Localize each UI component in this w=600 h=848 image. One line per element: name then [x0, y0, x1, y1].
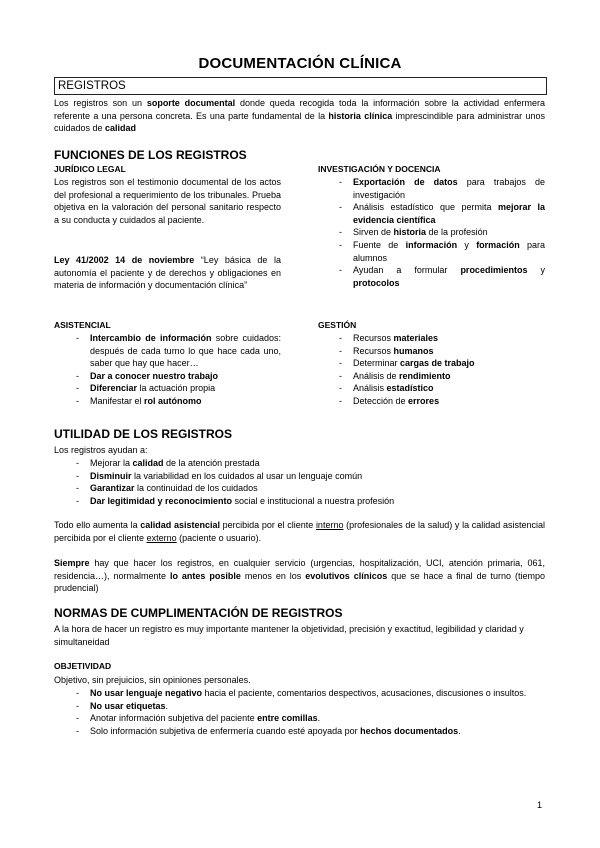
utilidad-list: [72, 457, 542, 507]
page-title: DOCUMENTACIÓN CLÍNICA: [198, 55, 402, 72]
list-item: - Anotar información subjetiva del paciente entre comillas.: [72, 712, 542, 725]
asistencial-heading: ASISTENCIAL: [54, 320, 111, 330]
list-item: - Garantizar la continuidad de los cuidados: [72, 482, 542, 495]
normas-lead: A la hora de hacer un registro es muy importante mantener la objetividad, precisión y exactitud, legibilidad y claridad y simultaneidad: [54, 624, 524, 647]
investigacion-heading: INVESTIGACIÓN Y DOCENCIA: [318, 164, 441, 174]
list-item: - No usar etiquetas.: [72, 700, 542, 713]
list-item: - Sirven de historia de la profesión: [335, 226, 545, 239]
list-item: - Dar a conocer nuestro trabajo: [72, 370, 281, 383]
intro-bold: calidad: [105, 123, 137, 134]
list-item: - Manifestar el rol autónomo: [72, 395, 281, 408]
objetividad-list: [72, 687, 542, 737]
list-item: - Exportación de datos para trabajos de investigación: [335, 176, 545, 201]
normas-heading: NORMAS DE CUMPLIMENTACIÓN DE REGISTROS: [54, 606, 343, 620]
juridico-heading: JURÍDICO LEGAL: [54, 164, 126, 174]
list-item: - No usar lenguaje negativo hacia el paciente, comentarios despectivos, acusaciones, discusiones o insultos.: [72, 687, 542, 700]
intro-paragraph: [54, 97, 545, 135]
list-item: - Determinar cargas de trabajo: [335, 357, 545, 370]
intro-bold: historia clínica: [328, 110, 393, 121]
list-item: - Ayudan a formular procedimientos y protocolos: [335, 264, 545, 289]
list-item: - Intercambio de información sobre cuidados: después de cada turno lo que hace cada uno, saber que hay que hacer…: [72, 332, 281, 370]
list-item: - Detección de errores: [335, 395, 545, 408]
objetividad-lead: Objetivo, sin prejuicios, sin opiniones personales.: [54, 675, 251, 685]
intro-text: donde queda recogida toda la información sobre la actividad enfermera referente a una persona concreta. Es una parte fundamental de la: [54, 98, 545, 121]
siempre-paragraph: Siempre hay que hacer los registros, en cualquier servicio (urgencias, hospitalización, UCI, atención primaria, 061, residencia…), normalmente lo antes posible menos en los evolutivos clínicos que se hace a final de turno (tiempo prudencial): [54, 558, 546, 594]
funciones-heading: FUNCIONES DE LOS REGISTROS: [54, 148, 247, 162]
list-item: - Fuente de información y formación para alumnos: [335, 239, 545, 264]
section-box-heading: REGISTROS: [54, 77, 547, 95]
ley-bold: Ley 41/2002 14 de noviembre: [54, 255, 195, 265]
list-item: - Solo información subjetiva de enfermería cuando esté apoyada por hechos documentados.: [72, 725, 542, 738]
utilidad-lead: Los registros ayudan a:: [54, 445, 148, 455]
gestion-heading: GESTIÓN: [318, 320, 357, 330]
calidad-paragraph: Todo ello aumenta la calidad asistencial percibida por el cliente interno (profesionales de la salud) y la calidad asistencial percibida por el cliente externo (paciente o usuario).: [54, 520, 545, 543]
intro-bold: soporte documental: [146, 98, 236, 108]
juridico-text: Los registros son el testimonio documental de los actos del profesional a requerimiento de los tribunales. Prueba objetiva en la valoración del personal sanitario respecto a su conducta y cuidados al paciente.: [54, 177, 281, 225]
list-item: - Dar legitimidad y reconocimiento social e institucional a nuestra profesión: [72, 495, 542, 508]
intro-text: Los registros son un: [54, 98, 147, 108]
list-item: - Recursos materiales: [335, 332, 545, 345]
list-item: - Mejorar la calidad de la atención prestada: [72, 457, 542, 470]
page-number: 1: [536, 800, 542, 810]
list-item: - Recursos humanos: [335, 345, 545, 358]
investigacion-list: [335, 176, 545, 289]
ley-text: “Ley básica de la autonomía el paciente y de derechos y obligaciones en materia de información y documentación clínica”: [54, 255, 281, 291]
list-item: - Análisis estadístico que permita mejorar la evidencia científica: [335, 201, 545, 226]
objetividad-heading: OBJETIVIDAD: [54, 661, 112, 671]
asistencial-list: [72, 332, 281, 408]
utilidad-heading: UTILIDAD DE LOS REGISTROS: [54, 427, 233, 441]
list-item: - Diferenciar la actuación propia: [72, 382, 281, 395]
intro-text: imprescindible para administrar unos cuidados de: [54, 110, 545, 134]
list-item: - Disminuir la variabilidad en los cuidados al usar un lenguaje común: [72, 470, 542, 483]
list-item: - Análisis de rendimiento: [335, 370, 545, 383]
gestion-list: [335, 332, 545, 408]
ley-paragraph: [54, 254, 281, 292]
list-item: - Análisis estadístico: [335, 382, 545, 395]
